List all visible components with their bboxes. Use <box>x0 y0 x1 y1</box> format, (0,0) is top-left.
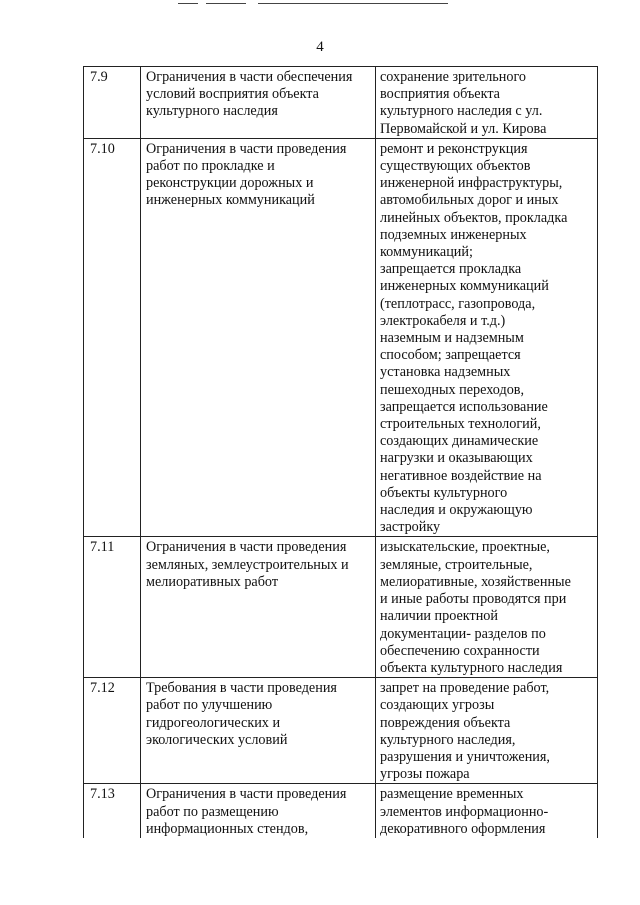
requirement-line: инженерной инфраструктуры, <box>380 175 563 192</box>
item-number: 7.9 <box>84 67 141 139</box>
table-row <box>84 537 598 678</box>
restrictions-table-body <box>84 67 598 838</box>
requirement-line: электрокабеля и т.д.) <box>380 312 506 329</box>
requirement-line: пешеходных переходов, <box>380 381 525 398</box>
requirement-line: создающих динамические <box>380 433 539 450</box>
requirement-line: запрещается прокладка <box>380 261 522 278</box>
requirement-line: запрещается использование <box>380 398 548 415</box>
top-edge-line <box>206 3 246 4</box>
requirement-line: повреждения объекта <box>380 714 511 731</box>
requirement-line: автомобильных дорог и иных <box>380 192 559 209</box>
table-row <box>84 67 598 139</box>
requirement-line: и иные работы проводятся при <box>380 591 567 608</box>
requirement-line: строительных технологий, <box>380 416 541 433</box>
requirement-line: способом; запрещается <box>380 347 521 364</box>
requirement-line: объекта культурного наследия <box>380 659 563 676</box>
requirement-line: угрозы пожара <box>380 766 470 783</box>
table-row <box>84 678 598 784</box>
restriction-type <box>141 678 376 784</box>
requirement-text <box>376 67 598 139</box>
restrictions-table <box>83 66 598 838</box>
restriction-type-line: Ограничения в части обеспечения <box>146 69 353 85</box>
restriction-type-line: земляных, землеустроительных и <box>146 556 349 573</box>
requirement-line: изыскательские, проектные, <box>380 539 550 556</box>
restriction-type-line: работ по размещению <box>146 803 279 820</box>
requirement-line: коммуникаций; <box>380 244 473 261</box>
requirement-text <box>376 138 598 537</box>
restriction-type-line: инженерных коммуникаций <box>146 192 315 209</box>
restriction-type <box>141 784 376 838</box>
item-number: 7.13 <box>84 784 141 838</box>
requirement-text <box>376 537 598 678</box>
restriction-type-line: Ограничения в части проведения <box>146 539 347 556</box>
requirement-line: разрушения и уничтожения, <box>380 748 550 765</box>
requirement-line: установка надземных <box>380 364 511 381</box>
requirement-line: обеспечению сохранности <box>380 642 540 659</box>
restriction-type-line: гидрогеологических и <box>146 714 281 731</box>
requirement-text <box>376 678 598 784</box>
requirement-line: нагрузки и оказывающих <box>380 450 533 467</box>
requirement-line: декоративного оформления <box>380 820 546 837</box>
table-row <box>84 784 598 838</box>
item-number: 7.11 <box>84 537 141 678</box>
requirement-line: негативное воздействие на <box>380 467 542 484</box>
item-number: 7.10 <box>84 138 141 537</box>
restriction-type-line: экологических условий <box>146 731 288 748</box>
restriction-type-line: Требования в части проведения <box>146 680 337 697</box>
restriction-type-line: работ по улучшению <box>146 697 273 714</box>
requirement-line: объекты культурного <box>380 484 508 501</box>
item-number: 7.12 <box>84 678 141 784</box>
requirement-line: существующих объектов <box>380 158 531 175</box>
requirement-line: подземных инженерных <box>380 226 527 243</box>
requirement-line: документации- разделов по <box>380 625 546 642</box>
requirement-line: восприятия объекта <box>380 86 500 103</box>
requirement-line: размещение временных <box>380 786 524 803</box>
requirement-line: ремонт и реконструкция <box>380 140 528 157</box>
restriction-type-line: информационных стендов, <box>146 820 309 837</box>
restriction-type <box>141 138 376 537</box>
restriction-type-line: культурного наследия <box>146 103 278 120</box>
requirement-line: застройку <box>380 519 441 536</box>
requirement-line: запрет на проведение работ, <box>380 680 550 697</box>
restriction-type <box>141 67 376 139</box>
requirement-line: элементов информационно- <box>380 803 549 820</box>
requirement-line: линейных объектов, прокладка <box>380 209 568 226</box>
restriction-type-line: реконструкции дорожных и <box>146 175 314 192</box>
requirement-line: сохранение зрительного <box>380 69 527 85</box>
restriction-type-line: Ограничения в части проведения <box>146 140 347 157</box>
requirement-line: культурного наследия с ул. <box>380 103 543 120</box>
top-edge-line <box>178 3 198 4</box>
requirement-line: (теплотрасс, газопровода, <box>380 295 536 312</box>
requirement-line: Первомайской и ул. Кирова <box>380 120 547 137</box>
requirement-line: инженерных коммуникаций <box>380 278 549 295</box>
requirement-line: наличии проектной <box>380 608 498 625</box>
requirement-line: наземным и надземным <box>380 330 524 347</box>
page-number: 4 <box>316 39 324 55</box>
restriction-type-line: работ по прокладке и <box>146 158 275 175</box>
requirement-line: мелиоративные, хозяйственные <box>380 573 571 590</box>
requirement-line: культурного наследия, <box>380 731 516 748</box>
requirement-line: земляные, строительные, <box>380 556 533 573</box>
restriction-type <box>141 537 376 678</box>
requirement-text <box>376 784 598 838</box>
restriction-type-line: мелиоративных работ <box>146 573 279 590</box>
requirement-line: наследия и окружающую <box>380 502 533 519</box>
restriction-type-line: условий восприятия объекта <box>146 86 319 103</box>
requirement-line: создающих угрозы <box>380 697 495 714</box>
restriction-type-line: Ограничения в части проведения <box>146 786 347 803</box>
table-row <box>84 138 598 537</box>
top-edge-line <box>258 3 448 4</box>
